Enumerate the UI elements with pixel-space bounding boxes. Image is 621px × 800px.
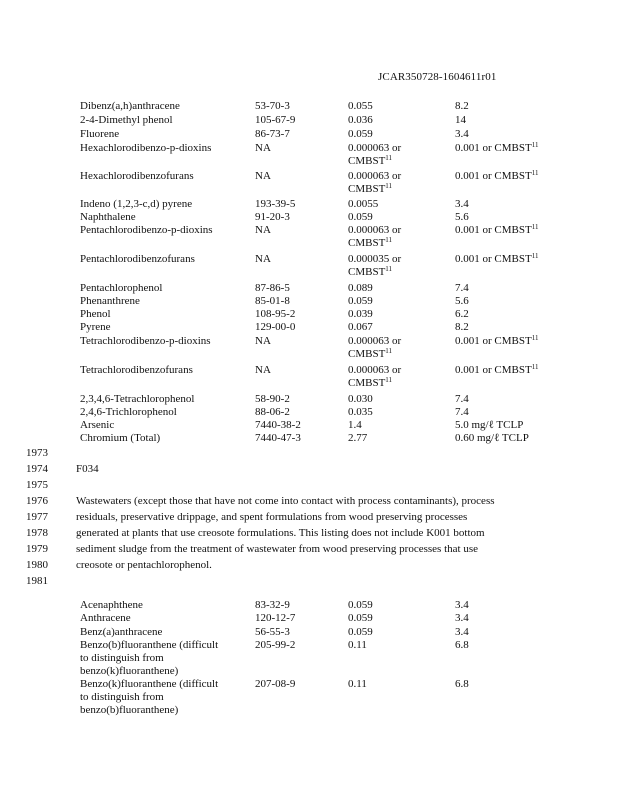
wastewater-standard-cont: CMBST$^{11}$ [348, 236, 393, 249]
nonwastewater-standard: 3.4 [455, 612, 469, 624]
wastewater-standard: 0.059 [348, 295, 373, 307]
cas-number: 7440-47-3 [255, 432, 301, 444]
nonwastewater-standard: 3.4 [455, 599, 469, 611]
cas-number: 193-39-5 [255, 198, 296, 210]
cas-number: 87-86-5 [255, 282, 290, 294]
nonwastewater-standard: 3.4 [455, 128, 469, 140]
constituent-name: Acenaphthene [80, 599, 143, 611]
wastewater-standard: 0.059 [348, 612, 373, 624]
line-number: 1974 [26, 463, 48, 475]
wastewater-standard: 0.039 [348, 308, 373, 320]
table-row [0, 678, 621, 692]
paragraph-line: sediment sludge from the treatment of wastewater from wood preserving processes that use [76, 543, 478, 555]
nonwastewater-standard: 0.001 or CMBST$^{11}$ [455, 363, 539, 376]
table-row [0, 114, 621, 128]
constituent-name: Benz(a)anthracene [80, 626, 163, 638]
paragraph-line: residuals, preservative drippage, and spent formulations from wood preserving processes [76, 511, 468, 523]
constituent-name: Hexachlorodibenzofurans [80, 170, 194, 182]
constituent-name-cont: to distinguish from [80, 652, 164, 664]
table-row [0, 211, 621, 225]
nonwastewater-standard: 0.001 or CMBST$^{11}$ [455, 334, 539, 347]
wastewater-standard: 0.089 [348, 282, 373, 294]
table-row-cont [0, 652, 621, 666]
constituent-name: Indeno (1,2,3-c,d) pyrene [80, 198, 193, 210]
table-row-cont [0, 665, 621, 679]
nonwastewater-standard: 3.4 [455, 626, 469, 638]
cas-number: 105-67-9 [255, 114, 296, 126]
cas-number: 120-12-7 [255, 612, 296, 624]
line-number: 1979 [26, 543, 48, 555]
cas-number: 83-32-9 [255, 599, 290, 611]
table-row [0, 419, 621, 433]
cas-number: NA [255, 335, 271, 347]
wastewater-standard-cont: CMBST$^{11}$ [348, 347, 393, 360]
wastewater-standard: 0.000063 or [348, 224, 402, 236]
wastewater-standard: 0.035 [348, 406, 373, 418]
wastewater-standard: 0.067 [348, 321, 373, 333]
nonwastewater-standard: 14 [455, 114, 466, 126]
paragraph-line: generated at plants that use creosote formulations. This listing does not include K001 bottom [76, 527, 485, 539]
nonwastewater-standard: 6.8 [455, 639, 469, 651]
cas-number: 91-20-3 [255, 211, 290, 223]
nonwastewater-standard: 5.6 [455, 295, 469, 307]
wastewater-standard: 2.77 [348, 432, 368, 444]
nonwastewater-standard: 6.8 [455, 678, 469, 690]
nonwastewater-standard: 0.001 or CMBST$^{11}$ [455, 223, 539, 236]
wastewater-standard: 0.0055 [348, 198, 379, 210]
table-row [0, 282, 621, 296]
table-row-cont [0, 377, 621, 391]
nonwastewater-standard: 8.2 [455, 100, 469, 112]
constituent-name: Pyrene [80, 321, 111, 333]
constituent-name: Chromium (Total) [80, 432, 161, 444]
wastewater-standard: 0.030 [348, 393, 373, 405]
nonwastewater-standard: 7.4 [455, 282, 469, 294]
table-row [0, 406, 621, 420]
cas-number: 207-08-9 [255, 678, 296, 690]
cas-number: 85-01-8 [255, 295, 290, 307]
constituent-name-cont: benzo(k)fluoranthene) [80, 665, 179, 677]
line-number: 1981 [26, 575, 48, 587]
paragraph-line: Wastewaters (except those that have not come into contact with process contaminants), process [76, 495, 495, 507]
table-row [0, 639, 621, 653]
wastewater-standard: 0.000063 or [348, 170, 402, 182]
table-row [0, 100, 621, 114]
constituent-name: 2,3,4,6-Tetrachlorophenol [80, 393, 195, 405]
nonwastewater-standard: 0.001 or CMBST$^{11}$ [455, 252, 539, 265]
cas-number: 205-99-2 [255, 639, 296, 651]
wastewater-standard: 0.059 [348, 626, 373, 638]
line-number: 1980 [26, 559, 48, 571]
constituent-name: Phenol [80, 308, 111, 320]
table-row [0, 432, 621, 446]
constituent-name: Benzo(k)fluoranthene (difficult [80, 678, 219, 690]
constituent-name: 2,4,6-Trichlorophenol [80, 406, 177, 418]
constituent-name: Benzo(b)fluoranthene (difficult [80, 639, 219, 651]
table-row [0, 198, 621, 212]
wastewater-standard-cont: CMBST$^{11}$ [348, 154, 393, 167]
wastewater-standard: 0.11 [348, 678, 367, 690]
line-number: 1975 [26, 479, 48, 491]
constituent-name: Hexachlorodibenzo-p-dioxins [80, 142, 212, 154]
nonwastewater-standard: 0.001 or CMBST$^{11}$ [455, 169, 539, 182]
line-number: 1976 [26, 495, 48, 507]
wastewater-standard: 0.059 [348, 128, 373, 140]
line-number: 1977 [26, 511, 48, 523]
constituent-name: Tetrachlorodibenzo-p-dioxins [80, 335, 211, 347]
cas-number: NA [255, 142, 271, 154]
cas-number: NA [255, 224, 271, 236]
table-row-cont [0, 266, 621, 280]
cas-number: 58-90-2 [255, 393, 290, 405]
table-row [0, 335, 621, 349]
constituent-name: Fluorene [80, 128, 120, 140]
wastewater-standard: 0.000035 or [348, 253, 402, 265]
table-row-cont [0, 348, 621, 362]
waste-code: F034 [76, 463, 99, 475]
cas-number: 88-06-2 [255, 406, 290, 418]
wastewater-standard: 0.059 [348, 211, 373, 223]
wastewater-standard: 0.11 [348, 639, 367, 651]
cas-number: NA [255, 170, 271, 182]
table-row [0, 128, 621, 142]
table-row-cont [0, 237, 621, 251]
constituent-name: Phenanthrene [80, 295, 140, 307]
wastewater-standard: 0.000063 or [348, 335, 402, 347]
constituent-name-cont: to distinguish from [80, 691, 164, 703]
wastewater-standard: 0.000063 or [348, 142, 402, 154]
table-row [0, 612, 621, 626]
nonwastewater-standard: 0.001 or CMBST$^{11}$ [455, 141, 539, 154]
nonwastewater-standard: 3.4 [455, 198, 469, 210]
table-row-cont [0, 155, 621, 169]
constituent-name: Dibenz(a,h)anthracene [80, 100, 180, 112]
cas-number: 56-55-3 [255, 626, 290, 638]
table-row [0, 224, 621, 238]
table-row [0, 170, 621, 184]
cas-number: 7440-38-2 [255, 419, 301, 431]
cas-number: 108-95-2 [255, 308, 296, 320]
document-id-header: JCAR350728-1604611r01 [378, 71, 497, 83]
constituent-name: 2-4-Dimethyl phenol [80, 114, 173, 126]
constituent-name: Naphthalene [80, 211, 136, 223]
table-row [0, 308, 621, 322]
constituent-name: Tetrachlorodibenzofurans [80, 364, 193, 376]
cas-number: 129-00-0 [255, 321, 296, 333]
constituent-name: Pentachlorophenol [80, 282, 163, 294]
table-row [0, 321, 621, 335]
wastewater-standard-cont: CMBST$^{11}$ [348, 265, 393, 278]
constituent-name-cont: benzo(b)fluoranthene) [80, 704, 179, 716]
wastewater-standard: 0.036 [348, 114, 373, 126]
cas-number: NA [255, 253, 271, 265]
table-row [0, 393, 621, 407]
table-row-cont [0, 691, 621, 705]
cas-number: NA [255, 364, 271, 376]
wastewater-standard-cont: CMBST$^{11}$ [348, 182, 393, 195]
wastewater-standard: 1.4 [348, 419, 362, 431]
constituent-name: Arsenic [80, 419, 115, 431]
line-number: 1978 [26, 527, 48, 539]
table-row-cont [0, 183, 621, 197]
cas-number: 53-70-3 [255, 100, 290, 112]
wastewater-standard-cont: CMBST$^{11}$ [348, 376, 393, 389]
nonwastewater-standard: 5.6 [455, 211, 469, 223]
table-row [0, 599, 621, 613]
nonwastewater-standard: 5.0 mg/ℓ TCLP [455, 419, 524, 431]
table-row [0, 364, 621, 378]
line-number: 1973 [26, 447, 48, 459]
table-row [0, 142, 621, 156]
nonwastewater-standard: 7.4 [455, 406, 469, 418]
constituent-name: Pentachlorodibenzo-p-dioxins [80, 224, 213, 236]
nonwastewater-standard: 7.4 [455, 393, 469, 405]
wastewater-standard: 0.000063 or [348, 364, 402, 376]
wastewater-standard: 0.059 [348, 599, 373, 611]
constituent-name: Anthracene [80, 612, 131, 624]
nonwastewater-standard: 6.2 [455, 308, 469, 320]
table-row [0, 253, 621, 267]
table-row-cont [0, 704, 621, 718]
wastewater-standard: 0.055 [348, 100, 373, 112]
cas-number: 86-73-7 [255, 128, 290, 140]
table-row [0, 626, 621, 640]
nonwastewater-standard: 8.2 [455, 321, 469, 333]
table-row [0, 295, 621, 309]
paragraph-line: creosote or pentachlorophenol. [76, 559, 212, 571]
constituent-name: Pentachlorodibenzofurans [80, 253, 195, 265]
nonwastewater-standard: 0.60 mg/ℓ TCLP [455, 432, 529, 444]
